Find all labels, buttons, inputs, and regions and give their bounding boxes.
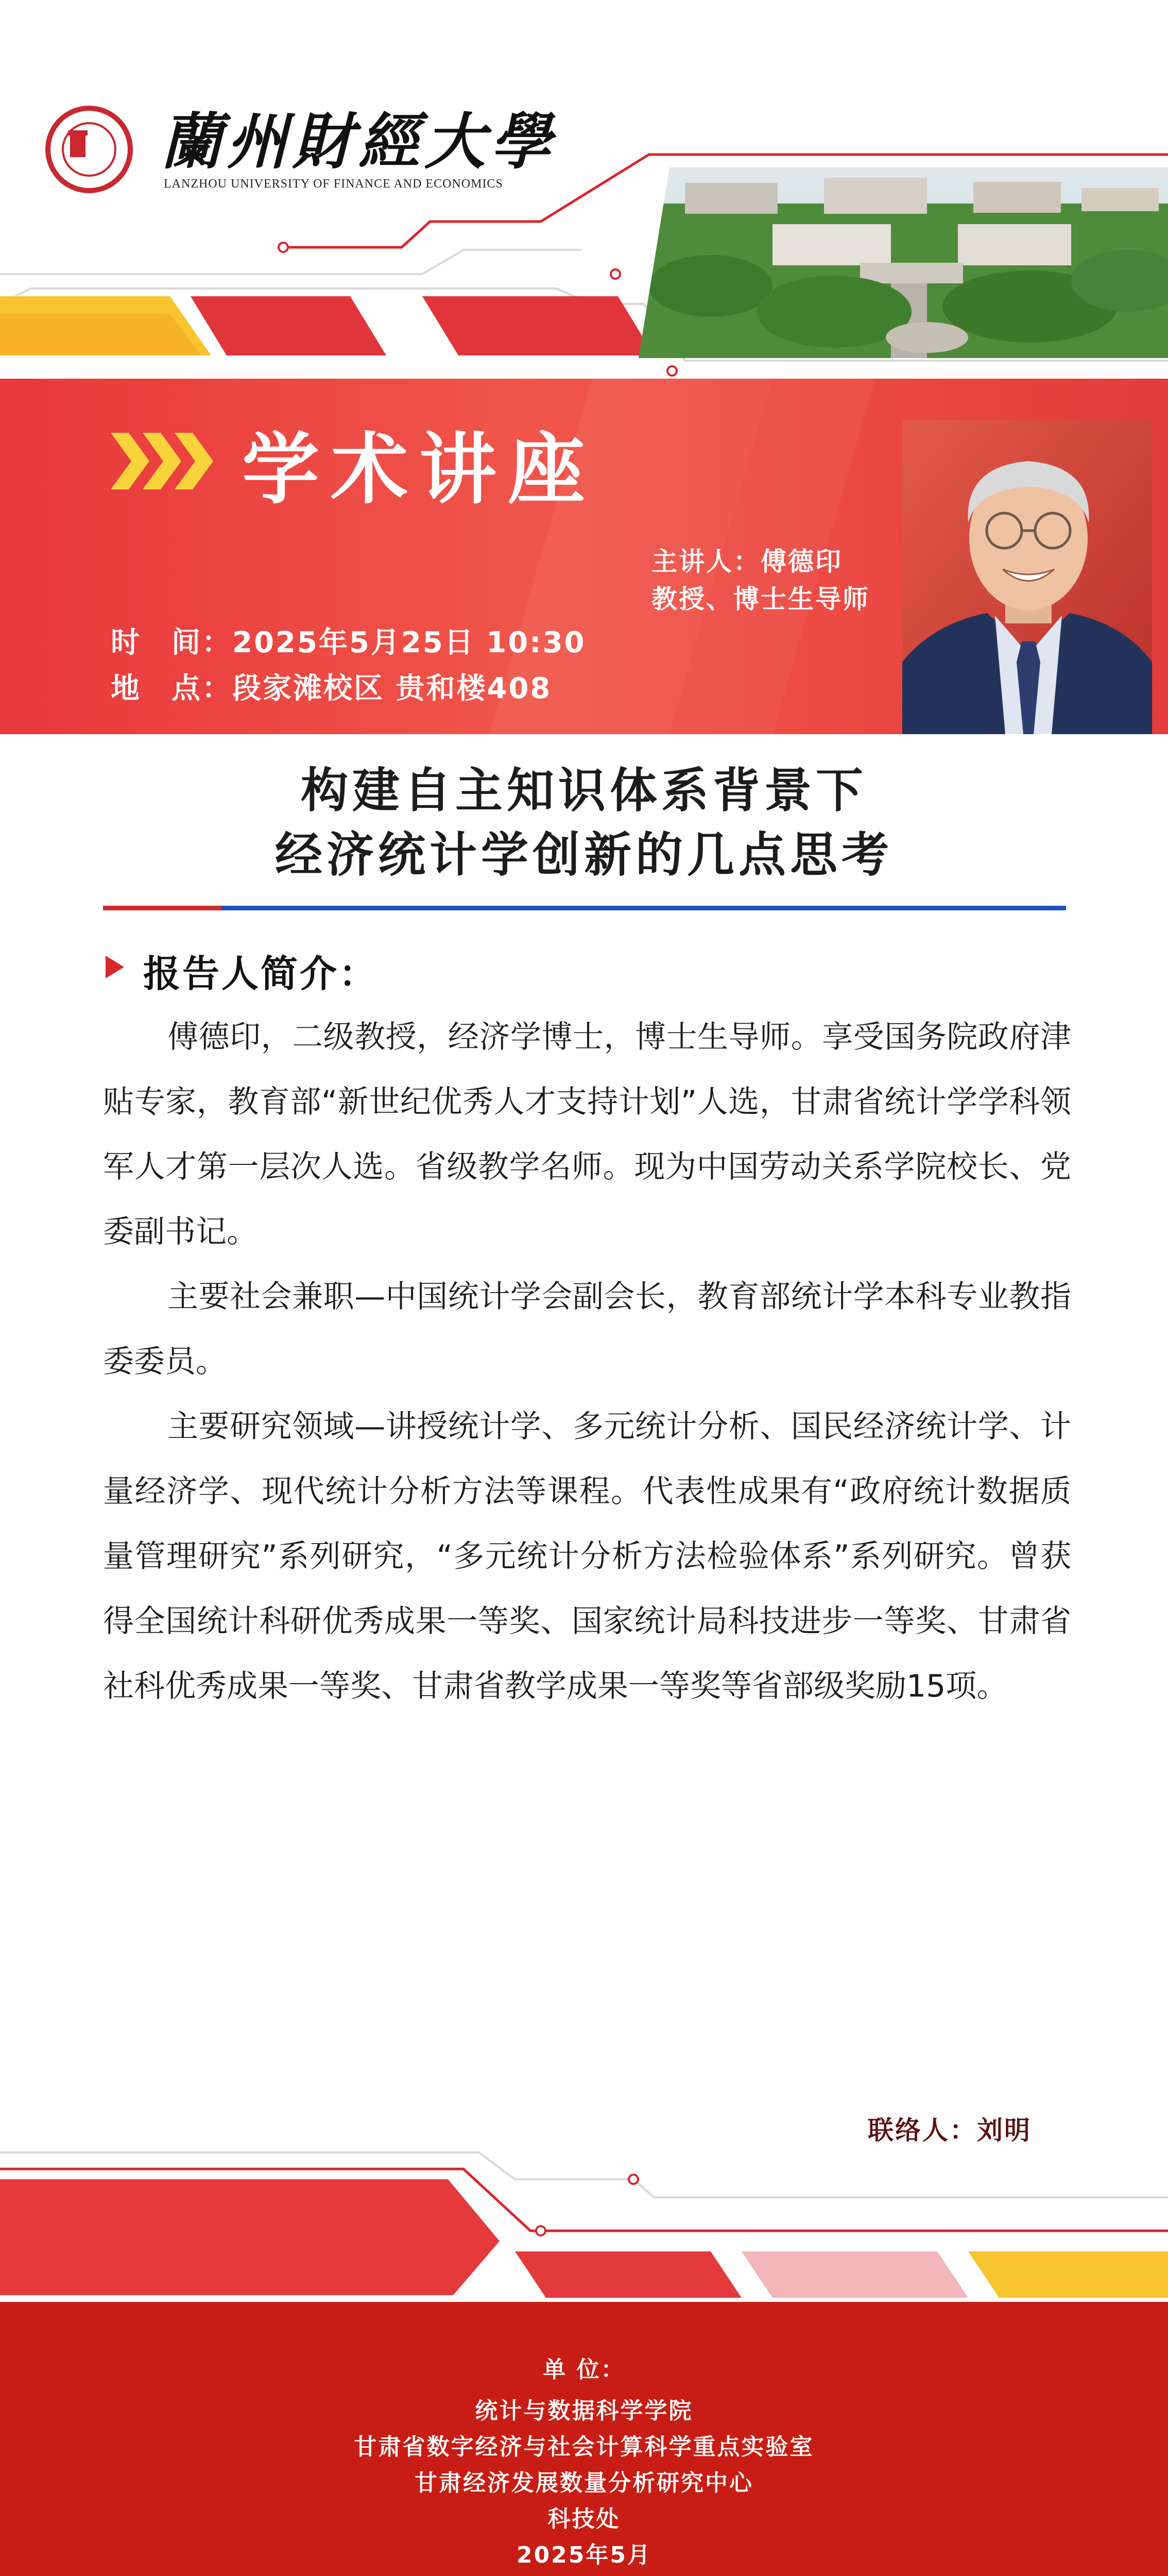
title-divider-blue bbox=[221, 906, 1066, 910]
bio-paragraph: 傅德印，二级教授，经济学博士，博士生导师。享受国务院政府津贴专家，教育部“新世纪优秀人才支持计划”人选，甘肃省统计学学科领军人才第一层次人选。省级教学名师。现为中国劳动关系学院校长、党委副书记。 bbox=[103, 1019, 1071, 1250]
speaker-name: 主讲人：傅德印 bbox=[651, 547, 843, 577]
bio-body bbox=[103, 1005, 1071, 1719]
university-logo-emblem bbox=[45, 106, 133, 193]
time-label: 时 间： bbox=[111, 626, 232, 659]
footer-decor bbox=[0, 2143, 1168, 2308]
bio-paragraph: 主要社会兼职—中国统计学会副会长，教育部统计学本科专业教指委委员。 bbox=[103, 1279, 1071, 1380]
speaker-portrait bbox=[902, 420, 1152, 734]
place-label: 地 点： bbox=[111, 672, 232, 705]
triangle-bullet-icon bbox=[106, 956, 124, 978]
banner-title: 学术讲座 bbox=[242, 425, 597, 515]
university-name-en: LANZHOU UNIVERSITY OF FINANCE AND ECONOMICS bbox=[164, 177, 503, 191]
footer-organizers bbox=[0, 2302, 1168, 2576]
title-divider-red bbox=[103, 906, 221, 910]
footer-unit: 统计与数据科学学院 bbox=[475, 2398, 693, 2424]
footer-unit: 甘肃省数字经济与社会计算科学重点实验室 bbox=[354, 2434, 814, 2460]
place-row bbox=[111, 666, 552, 707]
campus-photo bbox=[639, 167, 1168, 358]
header bbox=[0, 0, 1168, 379]
chevron-arrows-icon bbox=[111, 433, 214, 489]
lecture-title-line1: 构建自主知识体系背景下 bbox=[300, 763, 867, 818]
footer-unit: 甘肃经济发展数量分析研究中心 bbox=[415, 2470, 753, 2496]
lecture-title-line2: 经济统计学创新的几点思考 bbox=[274, 827, 893, 883]
university-name-cn: 蘭州財經大學 bbox=[161, 106, 557, 177]
footer-unit-label: 单 位： bbox=[543, 2357, 625, 2383]
time-row bbox=[111, 620, 586, 661]
contact-person: 联络人：刘明 bbox=[868, 2115, 1032, 2145]
footer-unit: 科技处 bbox=[547, 2506, 621, 2532]
lecture-banner bbox=[0, 379, 1168, 734]
bio-heading: 报告人简介： bbox=[143, 952, 379, 995]
footer-date: 2025年5月 bbox=[516, 2542, 652, 2568]
place-value: 段家滩校区 贵和楼408 bbox=[232, 672, 552, 705]
bio-paragraph: 主要研究领域—讲授统计学、多元统计分析、国民经济统计学、计量经济学、现代统计分析方法等课程。代表性成果有“政府统计数据质量管理研究”系列研究，“多元统计分析方法检验体系”系列研究。曾获得全国统计科研优秀成果一等奖、国家统计局科技进步一等奖、甘肃省社科优秀成果一等奖、甘肃省教学成果一等奖等省部级奖励15项。 bbox=[103, 1409, 1071, 1704]
speaker-title: 教授、博士生导师 bbox=[651, 584, 870, 614]
time-value: 2025年5月25日 10:30 bbox=[232, 626, 586, 659]
